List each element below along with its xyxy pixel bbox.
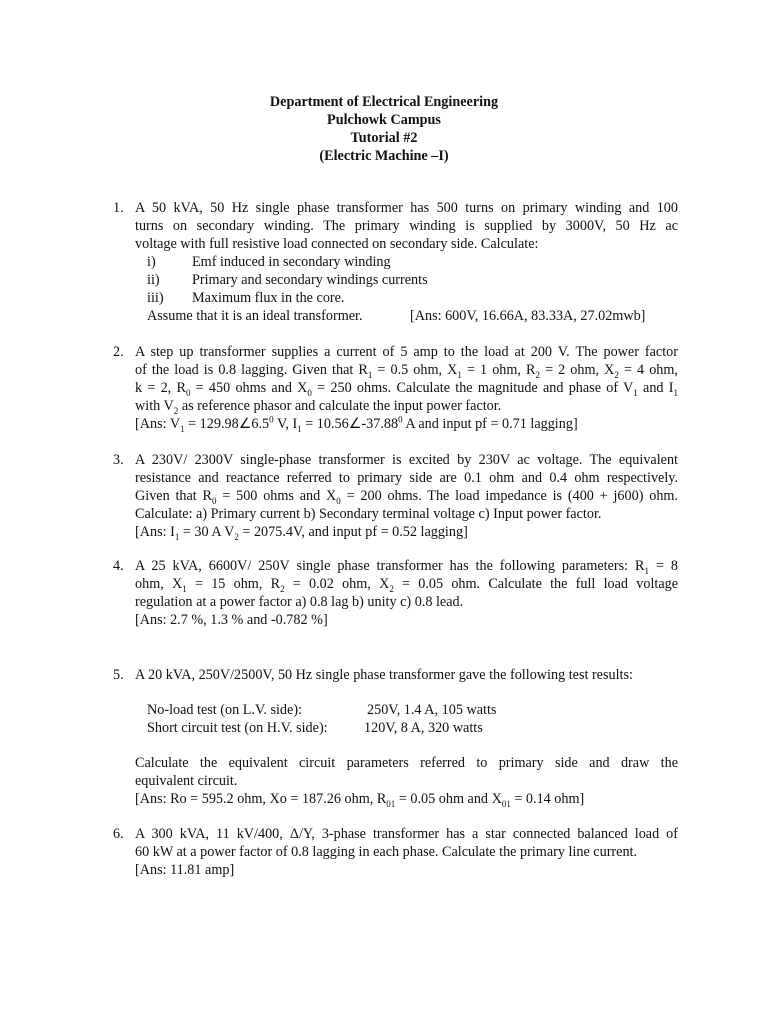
q3-answer: [Ans: $I_1 = 30$ A $V_2 = 2075.4V$, and input pf = 0.52 lagging] bbox=[135, 524, 468, 542]
question-4: A 25 kVA, 6600V/ 250V single phase transformer has the following parameters: $R_1 = 8$ ohm, $X_1 = 15$ ohm, $R_2 = 0.02$ ohm, $X_2 = 0.05$ ohm. Calculate the full load voltage regulation at a power factor a) 0.8 lag b) unity c) 0.8 lead. [Ans: 2.7 %, 1.3 % and -0.782 %] bbox=[135, 558, 679, 628]
question-6: A 300 kVA, 11 kV/400, Δ/Y, 3-phase transformer has a star connected balanced load of 60 kW at a power factor of 0.8 lagging in each phase. Calculate the primary line current. [Ans: 11.81 amp] bbox=[135, 826, 678, 878]
q1-answer: [Ans: 600V, 16.66A, 83.33A, 27.02mwb] bbox=[410, 308, 646, 324]
q1-item-roman: ii) bbox=[147, 272, 160, 288]
q1-number: 1. bbox=[113, 200, 124, 216]
q2-number: 2. bbox=[113, 344, 124, 360]
q3-number: 3. bbox=[113, 452, 124, 468]
course-title: (Electric Machine –I) bbox=[319, 148, 449, 164]
q4-number: 4. bbox=[113, 558, 124, 574]
question-2: A step up transformer supplies a current of 5 amp to the load at 200 V. The power factor of the load is 0.8 lagging. Given that $R_1 = 0.5$ ohm, $X_1 = 1$ ohm, $R_2 = 2$ ohm, $X_2 = 4$ ohm, k = 2, $R_0 = 450$ ohms and $X_0 = 250$ ohms. Calculate the magnitude and phase of $V_1$ and $I_1$ with $V_2$ as reference phasor and calculate the input power factor. [Ans: $V_1$ = $129.98\angle 6.5^0$ V, $I_1$ = $10.56\angle-37.88^0$ A and input pf = 0.71 lagging] bbox=[135, 344, 678, 434]
question-1: A 50 kVA, 50 Hz single phase transformer has 500 turns on primary winding and 100 turns on secondary winding. The primary winding is supplied by 3000V, 50 Hz ac voltage with full resistive load connected on secondary side. Calculate: bbox=[135, 200, 678, 252]
q2-answer: [Ans: $V_1$ = $129.98\angle 6.5^0$ V, $I_1$ = $10.56\angle-37.88^0$ A and input pf = 0.71 lagging] bbox=[135, 414, 578, 434]
q6-number: 6. bbox=[113, 826, 124, 842]
q6-answer: [Ans: 11.81 amp] bbox=[135, 862, 235, 878]
campus-title: Pulchowk Campus bbox=[327, 112, 441, 128]
q5-noload-label: No-load test (on L.V. side): bbox=[147, 702, 302, 718]
q5-answer: [Ans: Ro = 595.2 ohm, Xo = 187.26 ohm, $R_{01} = 0.05$ ohm and $X_{01} = 0.14$ ohm] bbox=[135, 791, 585, 809]
q1-item-roman: i) bbox=[147, 254, 156, 270]
question-3: A 230V/ 2300V single-phase transformer is excited by 230V ac voltage. The equivalent resistance and reactance referred to primary side are 0.1 ohm and 0.4 ohm respectively. Given that $R_0 = 500$ ohms and $X_0 = 200$ ohms. The load impedance is (400 + j600) ohm. Calculate: a) Primary current b) Secondary terminal voltage c) Input power factor. [Ans: $I_1 = 30$ A $V_2 = 2075.4V$, and input pf = 0.52 lagging] bbox=[135, 452, 679, 542]
q1-assumption: Assume that it is an ideal transformer. bbox=[147, 308, 363, 324]
q5-noload-values: 250V, 1.4 A, 105 watts bbox=[367, 702, 497, 718]
q1-item-text: Primary and secondary windings currents bbox=[192, 272, 428, 288]
q1-item-text: Emf induced in secondary winding bbox=[192, 254, 391, 270]
q1-item-roman: iii) bbox=[147, 290, 164, 306]
q5-shortcircuit-values: 120V, 8 A, 320 watts bbox=[364, 720, 483, 736]
q5-number: 5. bbox=[113, 667, 124, 683]
q4-answer: [Ans: 2.7 %, 1.3 % and -0.782 %] bbox=[135, 612, 328, 628]
department-title: Department of Electrical Engineering bbox=[269, 94, 499, 110]
q5-intro: A 20 kVA, 250V/2500V, 50 Hz single phase transformer gave the following test results: bbox=[135, 667, 633, 683]
tutorial-title: Tutorial #2 bbox=[350, 130, 418, 146]
question-5-task: Calculate the equivalent circuit parameters referred to primary side and draw the equivalent circuit. [Ans: Ro = 595.2 ohm, Xo = 187.26 ohm, $R_{01} = 0.05$ ohm and $X_{01} = 0.14$ ohm] bbox=[135, 755, 678, 809]
q1-item-text: Maximum flux in the core. bbox=[192, 290, 345, 306]
q5-shortcircuit-label: Short circuit test (on H.V. side): bbox=[147, 720, 328, 736]
